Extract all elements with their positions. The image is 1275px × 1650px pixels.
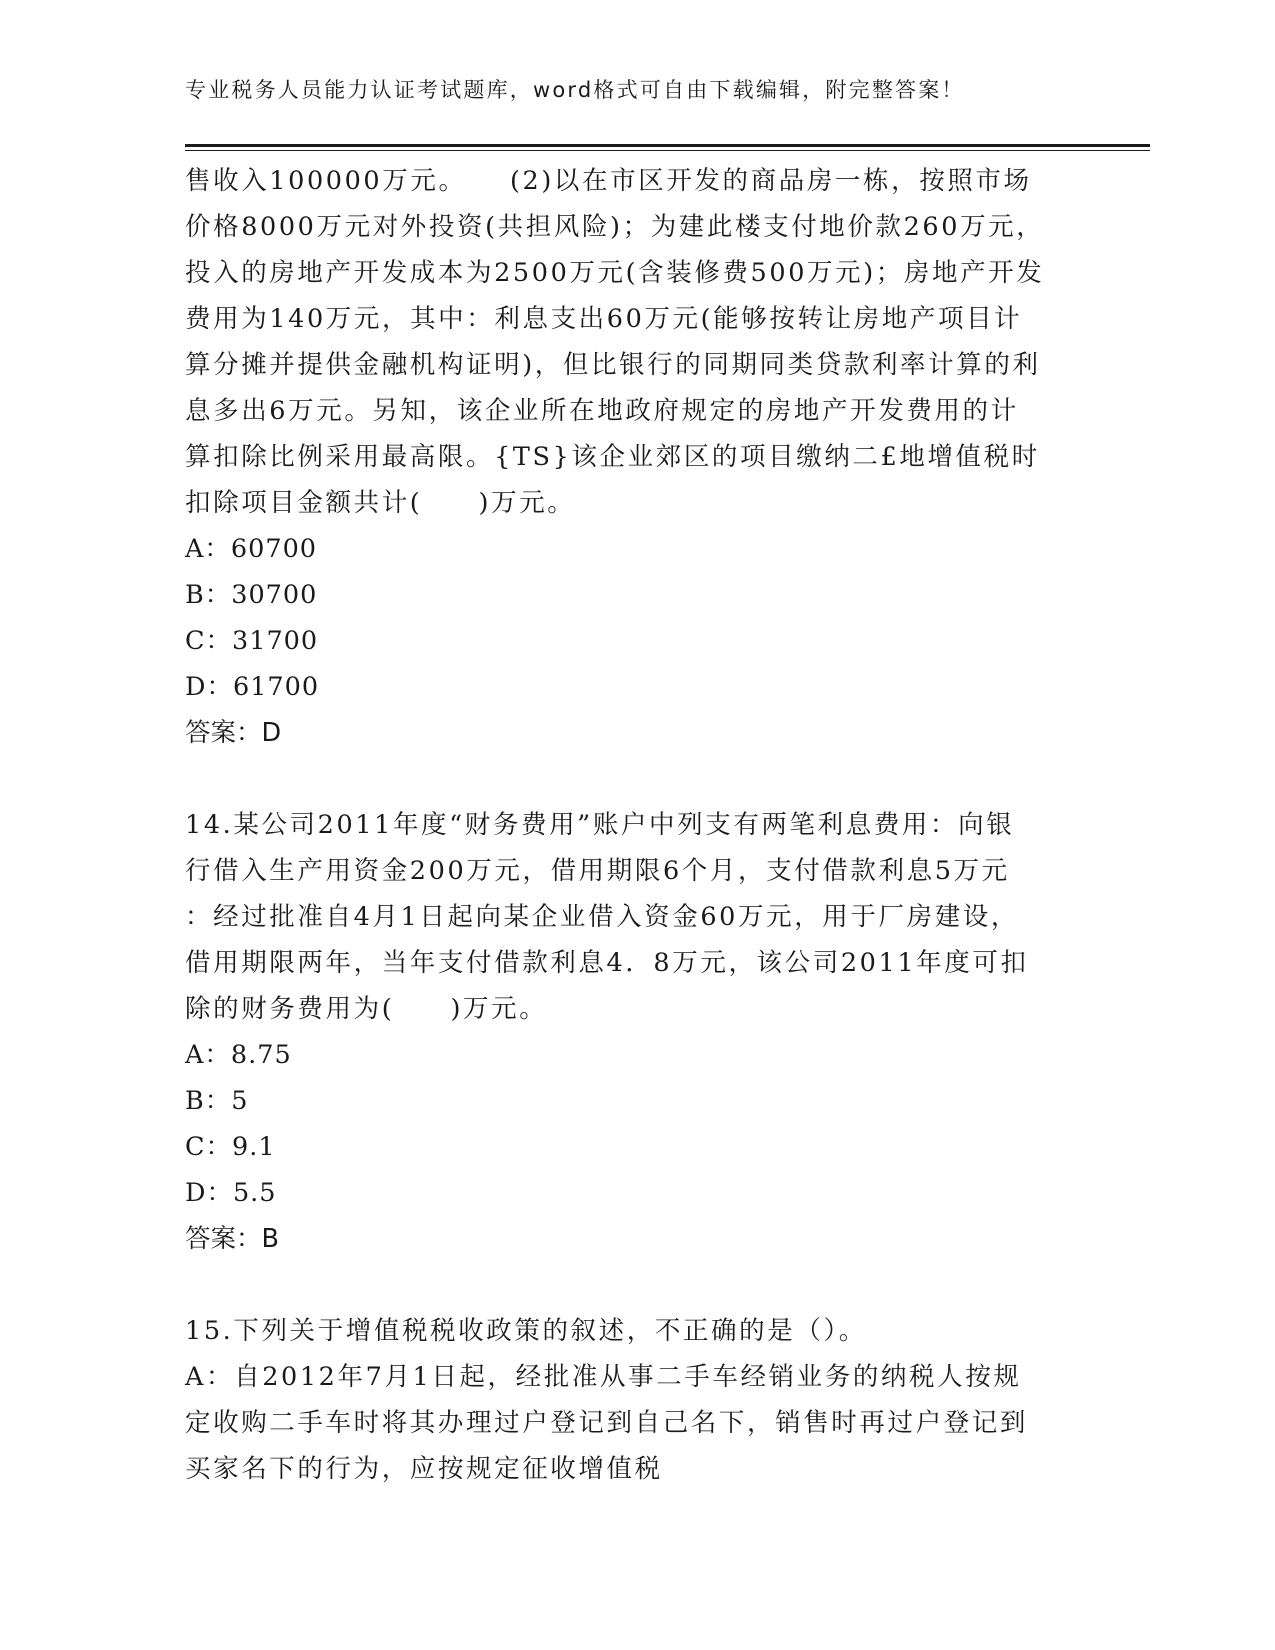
question-text-line: 费用为140万元，其中：利息支出60万元(能够按转让房地产项目计 <box>185 304 1023 334</box>
question-text-line: 14.某公司2011年度“财务费用”账户中列支有两笔利息费用：向银 <box>185 810 1015 840</box>
page-header: 专业税务人员能力认证考试题库，word格式可自由下载编辑，附完整答案！ <box>185 78 965 102</box>
question-text-line: 定收购二手车时将其办理过户登记到自己名下，销售时再过户登记到 <box>185 1408 1029 1438</box>
option-b: B：30700 <box>185 580 318 610</box>
question-text-line: 扣除项目金额共计( )万元。 <box>185 488 576 518</box>
question-text-line: 算扣除比例采用最高限。{TS}该企业郊区的项目缴纳二£地增值税时 <box>185 442 1040 472</box>
option-d: D：61700 <box>185 672 320 702</box>
answer: 答案：D <box>185 718 282 748</box>
question-text-line: 算分摊并提供金融机构证明)，但比银行的同期同类贷款利率计算的利 <box>185 350 1041 380</box>
answer: 答案：B <box>185 1224 279 1254</box>
option-b: B：5 <box>185 1086 249 1116</box>
question-text-line: 售收入100000万元。 (2)以在市区开发的商品房一栋，按照市场 <box>185 166 1032 196</box>
option-d: D：5.5 <box>185 1178 277 1208</box>
question-text-line: 15.下列关于增值税税收政策的叙述，不正确的是（）。 <box>185 1316 867 1346</box>
spacer <box>185 756 1085 802</box>
question-text-line: 投入的房地产开发成本为2500万元(含装修费500万元)；房地产开发 <box>185 258 1045 288</box>
question-text-line: 息多出6万元。另知，该企业所在地政府规定的房地产开发费用的计 <box>185 396 1019 426</box>
option-c: C：9.1 <box>185 1132 276 1162</box>
question-13 <box>185 158 1085 756</box>
option-c: C：31700 <box>185 626 319 656</box>
question-text-line: 除的财务费用为( )万元。 <box>185 994 548 1024</box>
question-15 <box>185 1308 1085 1492</box>
question-text-line: 行借入生产用资金200万元，借用期限6个月，支付借款利息5万元 <box>185 856 1010 886</box>
question-text-line: 买家名下的行为，应按规定征收增值税 <box>185 1454 663 1484</box>
option-a: A：60700 <box>185 534 318 564</box>
option-a: A：8.75 <box>185 1040 292 1070</box>
question-14 <box>185 802 1085 1262</box>
document-body <box>185 158 1085 1492</box>
question-text-line: 价格8000万元对外投资(共担风险)；为建此楼支付地价款260万元， <box>185 212 1045 242</box>
question-text-line: 借用期限两年，当年支付借款利息4．8万元，该公司2011年度可扣 <box>185 948 1029 978</box>
header-rule-thin <box>185 150 1150 151</box>
question-text-line: A：自2012年7月1日起，经批准从事二手车经销业务的纳税人按规 <box>185 1362 1022 1392</box>
header-rule-thick <box>185 144 1150 147</box>
question-text-line: ：经过批准自4月1日起向某企业借入资金60万元，用于厂房建设， <box>185 902 1019 932</box>
spacer <box>185 1262 1085 1308</box>
